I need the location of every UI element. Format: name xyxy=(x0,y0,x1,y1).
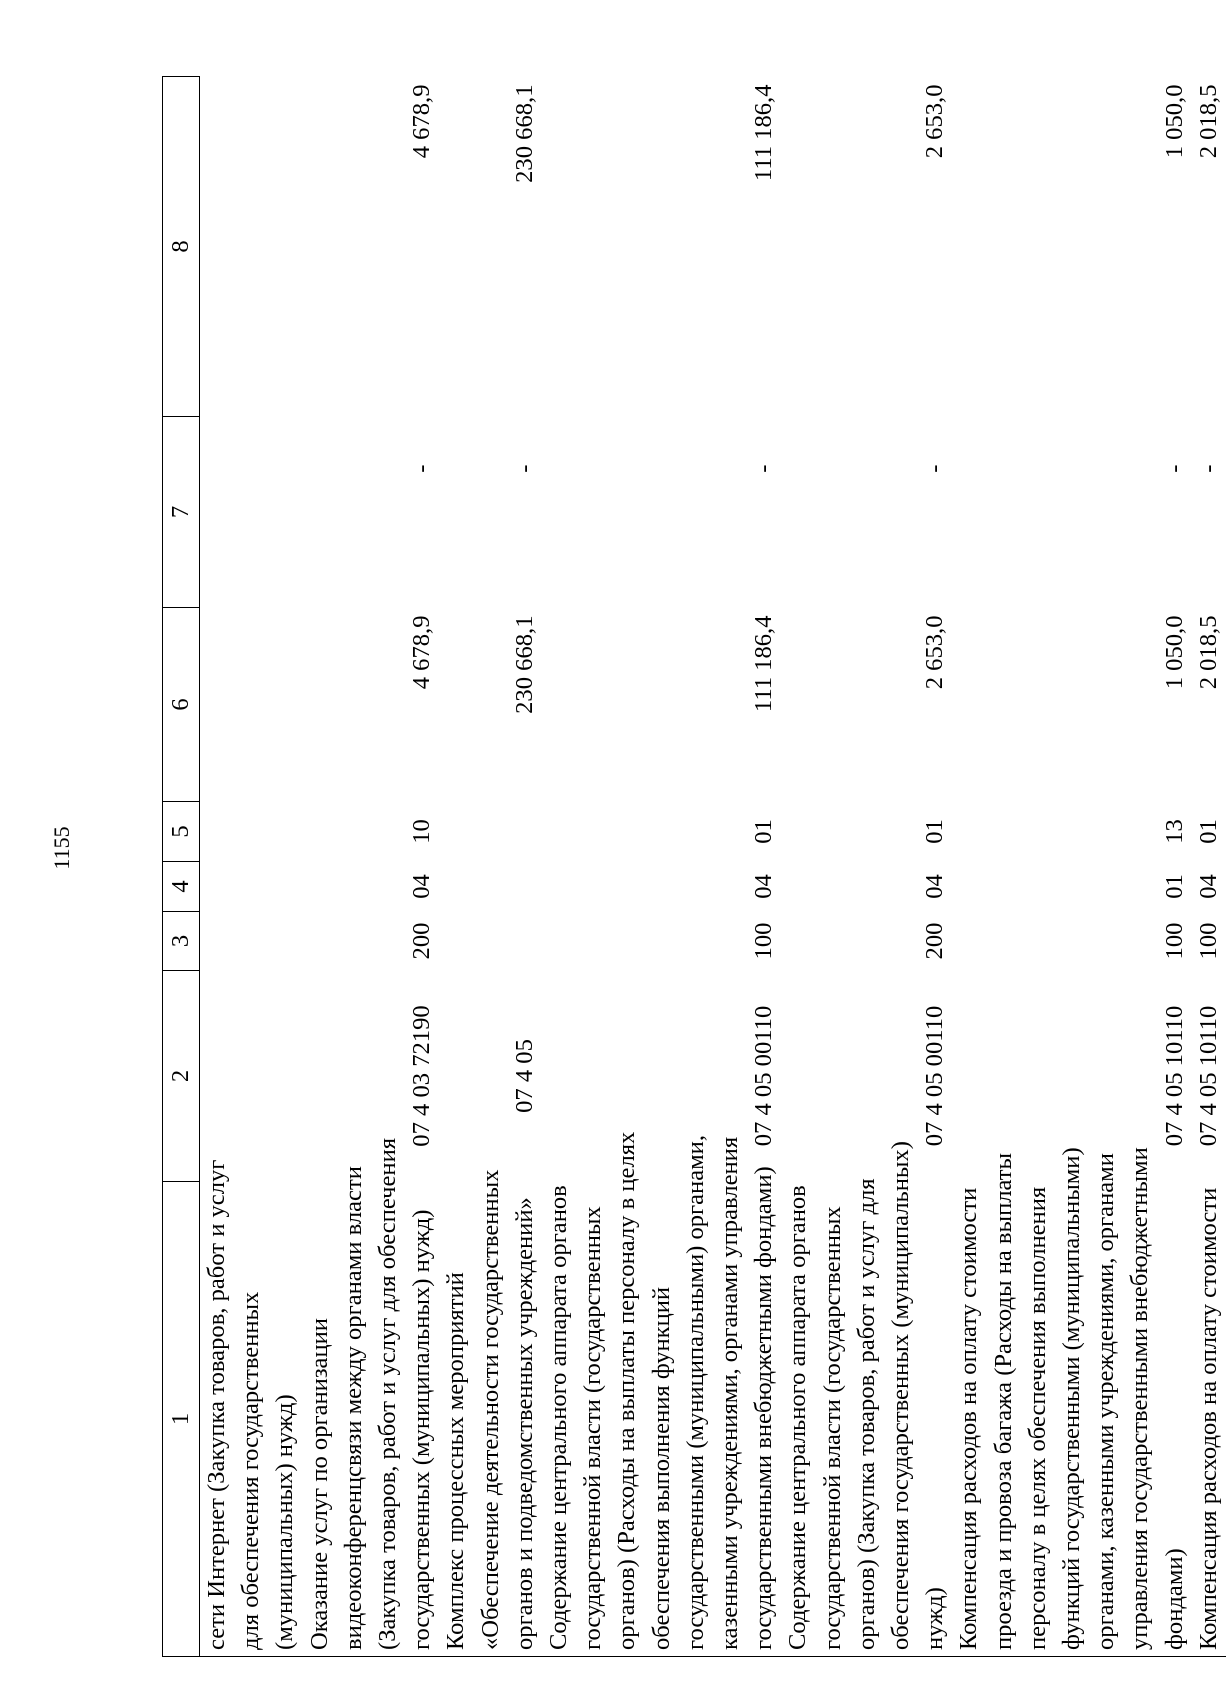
description-line: Компенсация расходов на оплату стоимости xyxy=(1194,1187,1222,1650)
description-line: государственной власти (государственных xyxy=(579,1206,607,1650)
code-cell xyxy=(200,971,303,1182)
expense-type-cell xyxy=(200,912,303,971)
description-line: (Закупка товаров, работ и услуг для обеспечения xyxy=(374,1137,402,1650)
description-line: государственной власти (государственных xyxy=(818,1206,846,1650)
code-cell: 07 4 05 10110 xyxy=(1160,1005,1188,1147)
change-cell xyxy=(200,417,303,608)
table-row xyxy=(781,77,952,1657)
change-cell: - xyxy=(921,464,949,473)
total-cell: 2 653,0 xyxy=(921,84,949,159)
expense-type-cell: 100 xyxy=(750,922,778,960)
description-line: (муниципальных) нужд) xyxy=(271,1394,299,1650)
code-cell: 07 4 05 00110 xyxy=(750,1005,778,1147)
table-row xyxy=(200,77,303,1657)
header-cell: 6 xyxy=(163,608,200,802)
row-description xyxy=(439,1169,542,1657)
header-cell: 8 xyxy=(163,77,200,417)
section-cell xyxy=(439,862,542,912)
subsection-cell: 01 xyxy=(750,819,778,844)
subsection-cell: 13 xyxy=(1160,819,1188,844)
amount-cell: 4 678,9 xyxy=(408,615,436,690)
total-cell: 230 668,1 xyxy=(510,84,538,183)
change-cell: - xyxy=(510,464,538,473)
description-line: органов) (Закупка товаров, работ и услуг для xyxy=(852,1178,880,1650)
table-row xyxy=(542,77,781,1657)
description-line: видеоконференцсвязи между органами власти xyxy=(339,1166,367,1650)
budget-table xyxy=(162,76,1226,1657)
table-header-row xyxy=(163,77,200,1657)
description-line: органами, казенными учреждениями, органами xyxy=(1092,1153,1120,1650)
description-line: Содержание центрального аппарата органов xyxy=(545,1185,573,1650)
row-description xyxy=(303,1137,440,1657)
header-cell: 4 xyxy=(163,862,200,912)
row-description xyxy=(952,1147,1191,1657)
amount-cell: 111 186,4 xyxy=(750,615,778,713)
expense-type-cell: 100 xyxy=(1160,922,1188,960)
description-line: обеспечения выполнения функций xyxy=(647,1286,675,1650)
section-cell: 04 xyxy=(1194,874,1222,899)
code-cell: 07 4 05 00110 xyxy=(921,1005,949,1147)
description-line: государственными (муниципальными) органами, xyxy=(681,1135,709,1650)
total-cell: 111 186,4 xyxy=(750,84,778,182)
row-description xyxy=(781,1141,952,1657)
description-line: сети Интернет (Закупка товаров, работ и услуг xyxy=(203,1159,230,1650)
table-row xyxy=(439,77,542,1657)
row-description xyxy=(1192,1182,1226,1657)
total-cell: 2 018,5 xyxy=(1194,84,1222,159)
section-cell: 04 xyxy=(750,874,778,899)
header-cell: 1 xyxy=(163,1182,200,1657)
expense-type-cell: 200 xyxy=(921,922,949,960)
section-cell: 01 xyxy=(1160,874,1188,899)
section-cell xyxy=(200,862,303,912)
description-line: «Обеспечение деятельности государственных xyxy=(476,1169,504,1650)
total-cell: 4 678,9 xyxy=(408,84,436,159)
header-cell: 5 xyxy=(163,802,200,862)
description-line: государственных (муниципальных) нужд) xyxy=(408,1209,436,1650)
table-row xyxy=(303,77,440,1657)
row-description xyxy=(200,1159,303,1657)
description-line: Комплекс процессных мероприятий xyxy=(442,1272,470,1650)
description-line: органов и подведомственных учреждений» xyxy=(510,1197,538,1650)
subsection-cell: 10 xyxy=(408,819,436,844)
expense-type-cell xyxy=(439,912,542,971)
amount-cell: 230 668,1 xyxy=(510,615,538,714)
description-line: казенными учреждениями, органами управления xyxy=(716,1136,744,1650)
subsection-cell xyxy=(439,802,542,862)
total-cell: 1 050,0 xyxy=(1160,84,1188,159)
change-cell: - xyxy=(1194,464,1222,473)
description-line: проезда и провоза багажа (Расходы на выплаты xyxy=(989,1152,1017,1650)
subsection-cell: 01 xyxy=(1194,819,1222,844)
description-line: для обеспечения государственных xyxy=(237,1291,265,1650)
expense-type-cell: 200 xyxy=(408,922,436,960)
description-line: Оказание услуг по организации xyxy=(305,1318,333,1650)
description-line: фондами) xyxy=(1160,1548,1188,1650)
code-cell: 07 4 03 72190 xyxy=(408,1005,436,1147)
amount-cell xyxy=(200,608,303,802)
amount-cell: 2 653,0 xyxy=(921,615,949,690)
description-line: государственными внебюджетными фондами) xyxy=(750,1166,778,1650)
page-number: 1155 xyxy=(49,826,74,870)
subsection-cell xyxy=(200,802,303,862)
change-cell: - xyxy=(750,464,778,473)
change-cell: - xyxy=(408,464,436,473)
description-line: персоналу в целях обеспечения выполнения xyxy=(1023,1186,1051,1650)
description-line: Содержание центрального аппарата органов xyxy=(784,1185,812,1650)
section-cell: 04 xyxy=(408,874,436,899)
table-row xyxy=(952,77,1191,1657)
change-cell: - xyxy=(1160,464,1188,473)
budget-table-rotated xyxy=(162,77,1222,1657)
total-cell xyxy=(200,77,303,417)
header-cell: 7 xyxy=(163,417,200,608)
subsection-cell: 01 xyxy=(921,819,949,844)
amount-cell: 2 018,5 xyxy=(1194,615,1222,690)
row-description xyxy=(542,1131,781,1657)
code-cell: 07 4 05 10110 xyxy=(1194,1005,1222,1147)
code-cell: 07 4 05 xyxy=(510,1039,538,1113)
description-line: нужд) xyxy=(921,1587,949,1650)
section-cell: 04 xyxy=(921,874,949,899)
description-line: обеспечения государственных (муниципальных) xyxy=(887,1141,915,1650)
description-line: органов) (Расходы на выплаты персоналу в целях xyxy=(613,1131,641,1650)
description-line: управления государственными внебюджетными xyxy=(1126,1147,1154,1650)
amount-cell: 1 050,0 xyxy=(1160,615,1188,690)
expense-type-cell: 100 xyxy=(1194,922,1222,960)
header-cell: 3 xyxy=(163,912,200,971)
table-row xyxy=(1192,77,1226,1657)
description-line: функций государственными (муниципальными) xyxy=(1058,1147,1086,1650)
description-line: Компенсация расходов на оплату стоимости xyxy=(955,1187,983,1650)
header-cell: 2 xyxy=(163,971,200,1182)
